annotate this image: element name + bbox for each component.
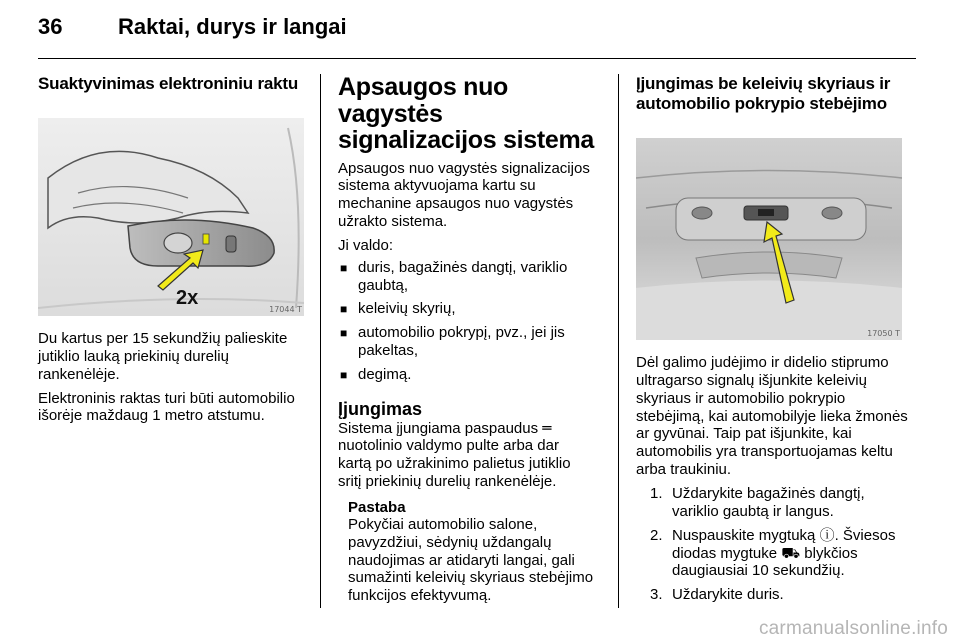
list-item: ■ automobilio pokrypį, pvz., jei jis pakeltas, bbox=[338, 324, 596, 360]
para-deactivation-reason: Dėl galimo judėjimo ir didelio stiprumo ultragarso signalų išjunkite keleivių skyriaus ir automobilio pokrypio stebėjimą, kai automobilyje lieka žmonės ar gyvūnai. Taip pat išjunkite, kai automobilis yra transportuojamas keltu arba traukiniu. bbox=[636, 354, 908, 479]
step-text: Uždarykite bagažinės dangtį, variklio gaubtą ir langus. bbox=[672, 485, 865, 520]
car-icon: ⛟ bbox=[781, 543, 801, 562]
door-handle-drawing bbox=[38, 118, 304, 316]
note-text: Pokyčiai automobilio salone, pavyzdžiui, sėdynių uždangalų naudojimas ar atidaryti langai, gali sumažinti keleivių skyriaus stebėjimo funkcijos efektyvumą. bbox=[348, 515, 594, 605]
header-rule bbox=[38, 58, 916, 59]
para-touch-sensor: Du kartus per 15 sekundžių palieskite jutiklio lauką priekinių durelių rankenėlėje. bbox=[38, 330, 288, 383]
para-intro: Apsaugos nuo vagystės signalizacijos sistema aktyvuojama kartu su mechanine apsaugos nuo vagystės užrakto sistema. bbox=[338, 159, 590, 231]
controls-label: Ji valdo: bbox=[338, 236, 394, 254]
overhead-console-illustration bbox=[636, 138, 902, 340]
step-number: 1. bbox=[650, 485, 663, 502]
controls-list bbox=[338, 259, 596, 384]
note-title: Pastaba bbox=[348, 498, 406, 516]
column-divider-2 bbox=[618, 74, 619, 608]
list-item bbox=[650, 485, 908, 521]
monitoring-button-icon: ⓘ bbox=[819, 525, 835, 544]
step-text-middle: . Šviesos diodas mygtuke bbox=[672, 526, 896, 562]
list-item: ■ keleivių skyrių, bbox=[338, 300, 596, 318]
list-item: ■ duris, bagažinės dangtį, variklio gaubtą, bbox=[338, 259, 596, 295]
column-divider-1 bbox=[320, 74, 321, 608]
para-key-distance: Elektroninis raktas turi būti automobilio išorėje maždaug 1 metro atstumu. bbox=[38, 389, 295, 425]
column-1 bbox=[38, 74, 304, 425]
list-item bbox=[650, 527, 908, 581]
step-number: 3. bbox=[650, 586, 663, 604]
figure-code: 17044 T bbox=[269, 305, 302, 315]
column-3 bbox=[636, 74, 908, 610]
steps-list bbox=[650, 485, 908, 604]
para-activation bbox=[338, 420, 596, 491]
step-text-start: Nuspauskite mygtuką bbox=[672, 526, 816, 544]
section-heading-electronic-key: Suaktyvinimas elektroniniu raktu bbox=[38, 74, 299, 93]
list-item: ■ degimą. bbox=[338, 366, 596, 384]
section-heading-deactivate-monitoring: Įjungimas be keleivių skyriaus ir automobilio pokrypio stebėjimo bbox=[636, 74, 891, 114]
lock-button-icon: ═ bbox=[542, 418, 552, 437]
step-number: 2. bbox=[650, 526, 663, 544]
activation-text-end: nuotolinio valdymo pulte arba dar kartą po užrakinimo palietus jutiklio sritį priekinių durelių rankenėlėje. bbox=[338, 437, 571, 491]
list-item bbox=[650, 586, 908, 604]
callout-2x: 2x bbox=[176, 287, 199, 310]
step-text-end: blykčios daugiausiai 10 sekundžių. bbox=[672, 544, 858, 580]
step-text: Uždarykite duris. bbox=[672, 586, 784, 604]
sub-heading-activation: Įjungimas bbox=[338, 398, 423, 419]
page-header bbox=[38, 14, 918, 54]
door-handle-illustration bbox=[38, 118, 304, 316]
page-number: 36 bbox=[38, 14, 63, 39]
watermark: carmanualsonline.info bbox=[758, 618, 948, 639]
activation-text-start: Sistema įjungiama paspaudus bbox=[338, 419, 539, 437]
column-2 bbox=[338, 74, 596, 605]
section-heading-anti-theft: Apsaugos nuo vagystės signalizacijos sistema bbox=[338, 73, 595, 154]
page-title: Raktai, durys ir langai bbox=[118, 14, 347, 39]
note-box bbox=[348, 499, 596, 605]
overhead-console-drawing bbox=[636, 138, 902, 340]
figure-code: 17050 T bbox=[867, 329, 900, 339]
